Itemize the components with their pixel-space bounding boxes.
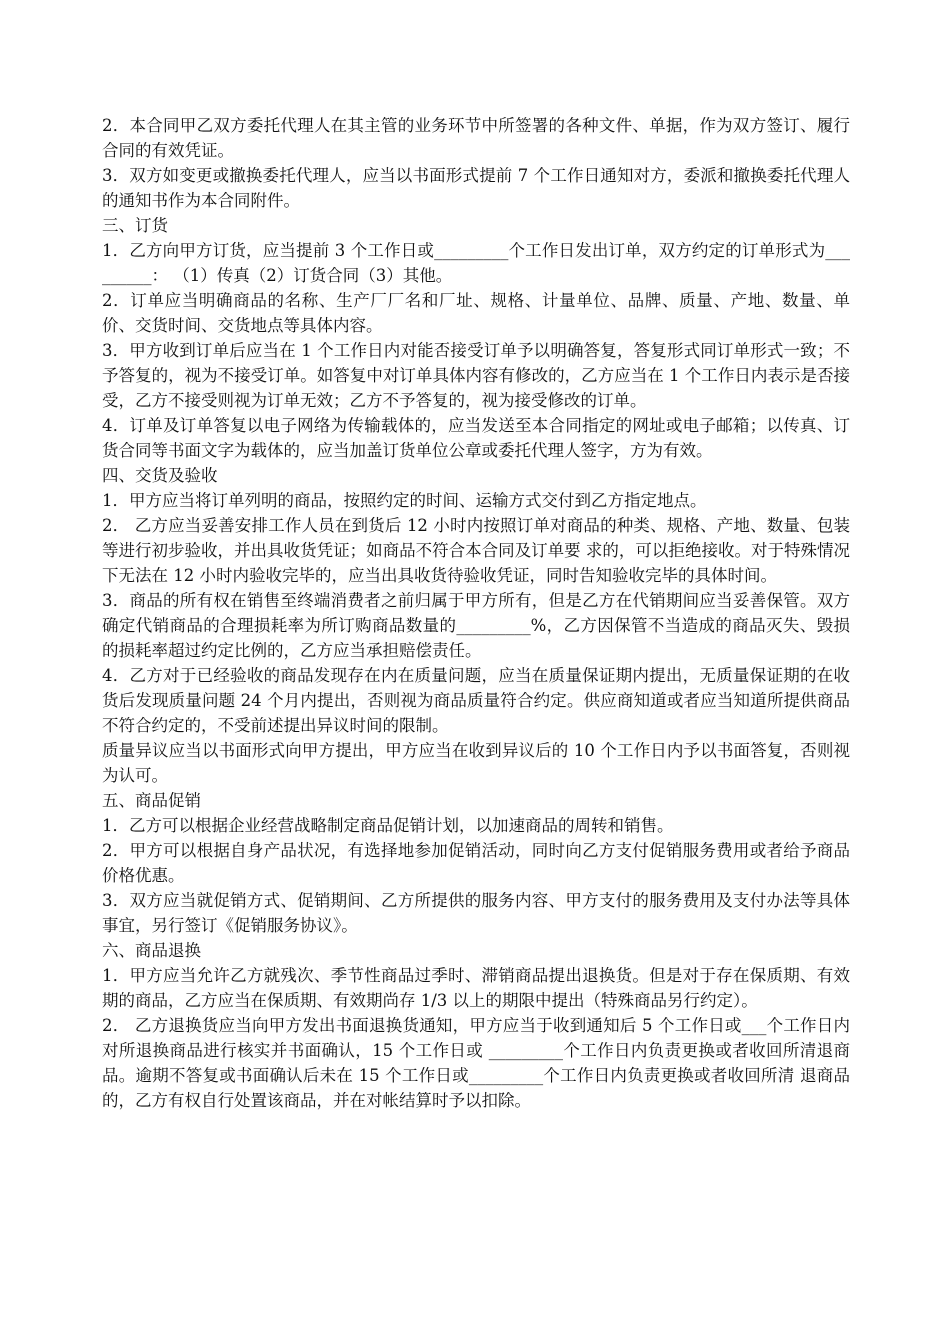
clause-delivery-1: 1．甲方应当将订单列明的商品，按照约定的时间、运输方式交付到乙方指定地点。	[102, 491, 707, 510]
section-heading-ordering: 三、订货	[102, 216, 168, 235]
clause-returns-2: 2． 乙方退换货应当向甲方发出书面退换货通知，甲方应当于收到通知后 5 个工作日或___个工作日内对所退换商品进行核实并书面确认，15 个工作日或 _________个工作日内负责更换或者收回所清退商品。逾期不答复或书面确认后未在 15 个工作日或_________个工作日内负责更换或者收回所清 退商品的，乙方有权自行处置该商品，并在对帐结算时予以扣除。	[102, 1016, 850, 1110]
clause-delivery-4: 4．乙方对于已经验收的商品发现存在内在质量问题，应当在质量保证期内提出，无质量保证期的在收货后发现质量问题 24 个月内提出，否则视为商品质量符合约定。供应商知道或者应当知道所提供商品不符合约定的，不受前述提出异议时间的限制。	[102, 666, 850, 735]
contract-page	[102, 113, 850, 1113]
clause-2-4-agent-change: 3．双方如变更或撤换委托代理人，应当以书面形式提前 7 个工作日通知对方，委派和撤换委托代理人的通知书作为本合同附件。	[102, 166, 850, 210]
clause-delivery-4-quality-objection: 质量异议应当以书面形式向甲方提出，甲方应当在收到异议后的 10 个工作日内予以书面答复，否则视为认可。	[102, 741, 850, 785]
clause-promotion-1: 1．乙方可以根据企业经营战略制定商品促销计划，以加速商品的周转和销售。	[102, 816, 674, 835]
clause-ordering-3: 3．甲方收到订单后应当在 1 个工作日内对能否接受订单予以明确答复，答复形式同订单形式一致；不予答复的，视为不接受订单。如答复中对订单具体内容有修改的，乙方应当在 1 个工作日内表示是否接受，乙方不接受则视为订单无效；乙方不予答复的，视为接受修改的订单。	[102, 341, 850, 410]
clause-promotion-3: 3．双方应当就促销方式、促销期间、乙方所提供的服务内容、甲方支付的服务费用及支付办法等具体事宜，另行签订《促销服务协议》。	[102, 891, 850, 935]
section-heading-returns: 六、商品退换	[102, 941, 201, 960]
clause-returns-1: 1．甲方应当允许乙方就残次、季节性商品过季时、滞销商品提出退换货。但是对于存在保质期、有效期的商品，乙方应当在保质期、有效期尚存 1/3 以上的期限中提出（特殊商品另行约定）。	[102, 966, 850, 1010]
clause-ordering-1: 1．乙方向甲方订货，应当提前 3 个工作日或_________个工作日发出订单，双方约定的订单形式为_________： （1）传真（2）订货合同（3）其他。	[102, 241, 850, 285]
section-heading-promotion: 五、商品促销	[102, 791, 201, 810]
clause-delivery-3: 3．商品的所有权在销售至终端消费者之前归属于甲方所有，但是乙方在代销期间应当妥善保管。双方确定代销商品的合理损耗率为所订购商品数量的_________%，乙方因保管不当造成的商品灭失、毁损的损耗率超过约定比例的，乙方应当承担赔偿责任。	[102, 591, 850, 660]
clause-delivery-2: 2． 乙方应当妥善安排工作人员在到货后 12 小时内按照订单对商品的种类、规格、产地、数量、包装等进行初步验收，并出具收货凭证；如商品不符合本合同及订单要 求的，可以拒绝接收。对于特殊情况下无法在 12 小时内验收完毕的，应当出具收货待验收凭证，同时告知验收完毕的具体时间。	[102, 516, 850, 585]
clause-promotion-2: 2．甲方可以根据自身产品状况，有选择地参加促销活动，同时向乙方支付促销服务费用或者给予商品价格优惠。	[102, 841, 850, 885]
clause-2-3-agent-documents: 2．本合同甲乙双方委托代理人在其主管的业务环节中所签署的各种文件、单据，作为双方签订、履行合同的有效凭证。	[102, 116, 850, 160]
section-heading-delivery: 四、交货及验收	[102, 466, 218, 485]
clause-ordering-2: 2．订单应当明确商品的名称、生产厂厂名和厂址、规格、计量单位、品牌、质量、产地、数量、单价、交货时间、交货地点等具体内容。	[102, 291, 850, 335]
clause-ordering-4: 4．订单及订单答复以电子网络为传输载体的，应当发送至本合同指定的网址或电子邮箱；以传真、订货合同等书面文字为载体的，应当加盖订货单位公章或委托代理人签字，方为有效。	[102, 416, 850, 460]
